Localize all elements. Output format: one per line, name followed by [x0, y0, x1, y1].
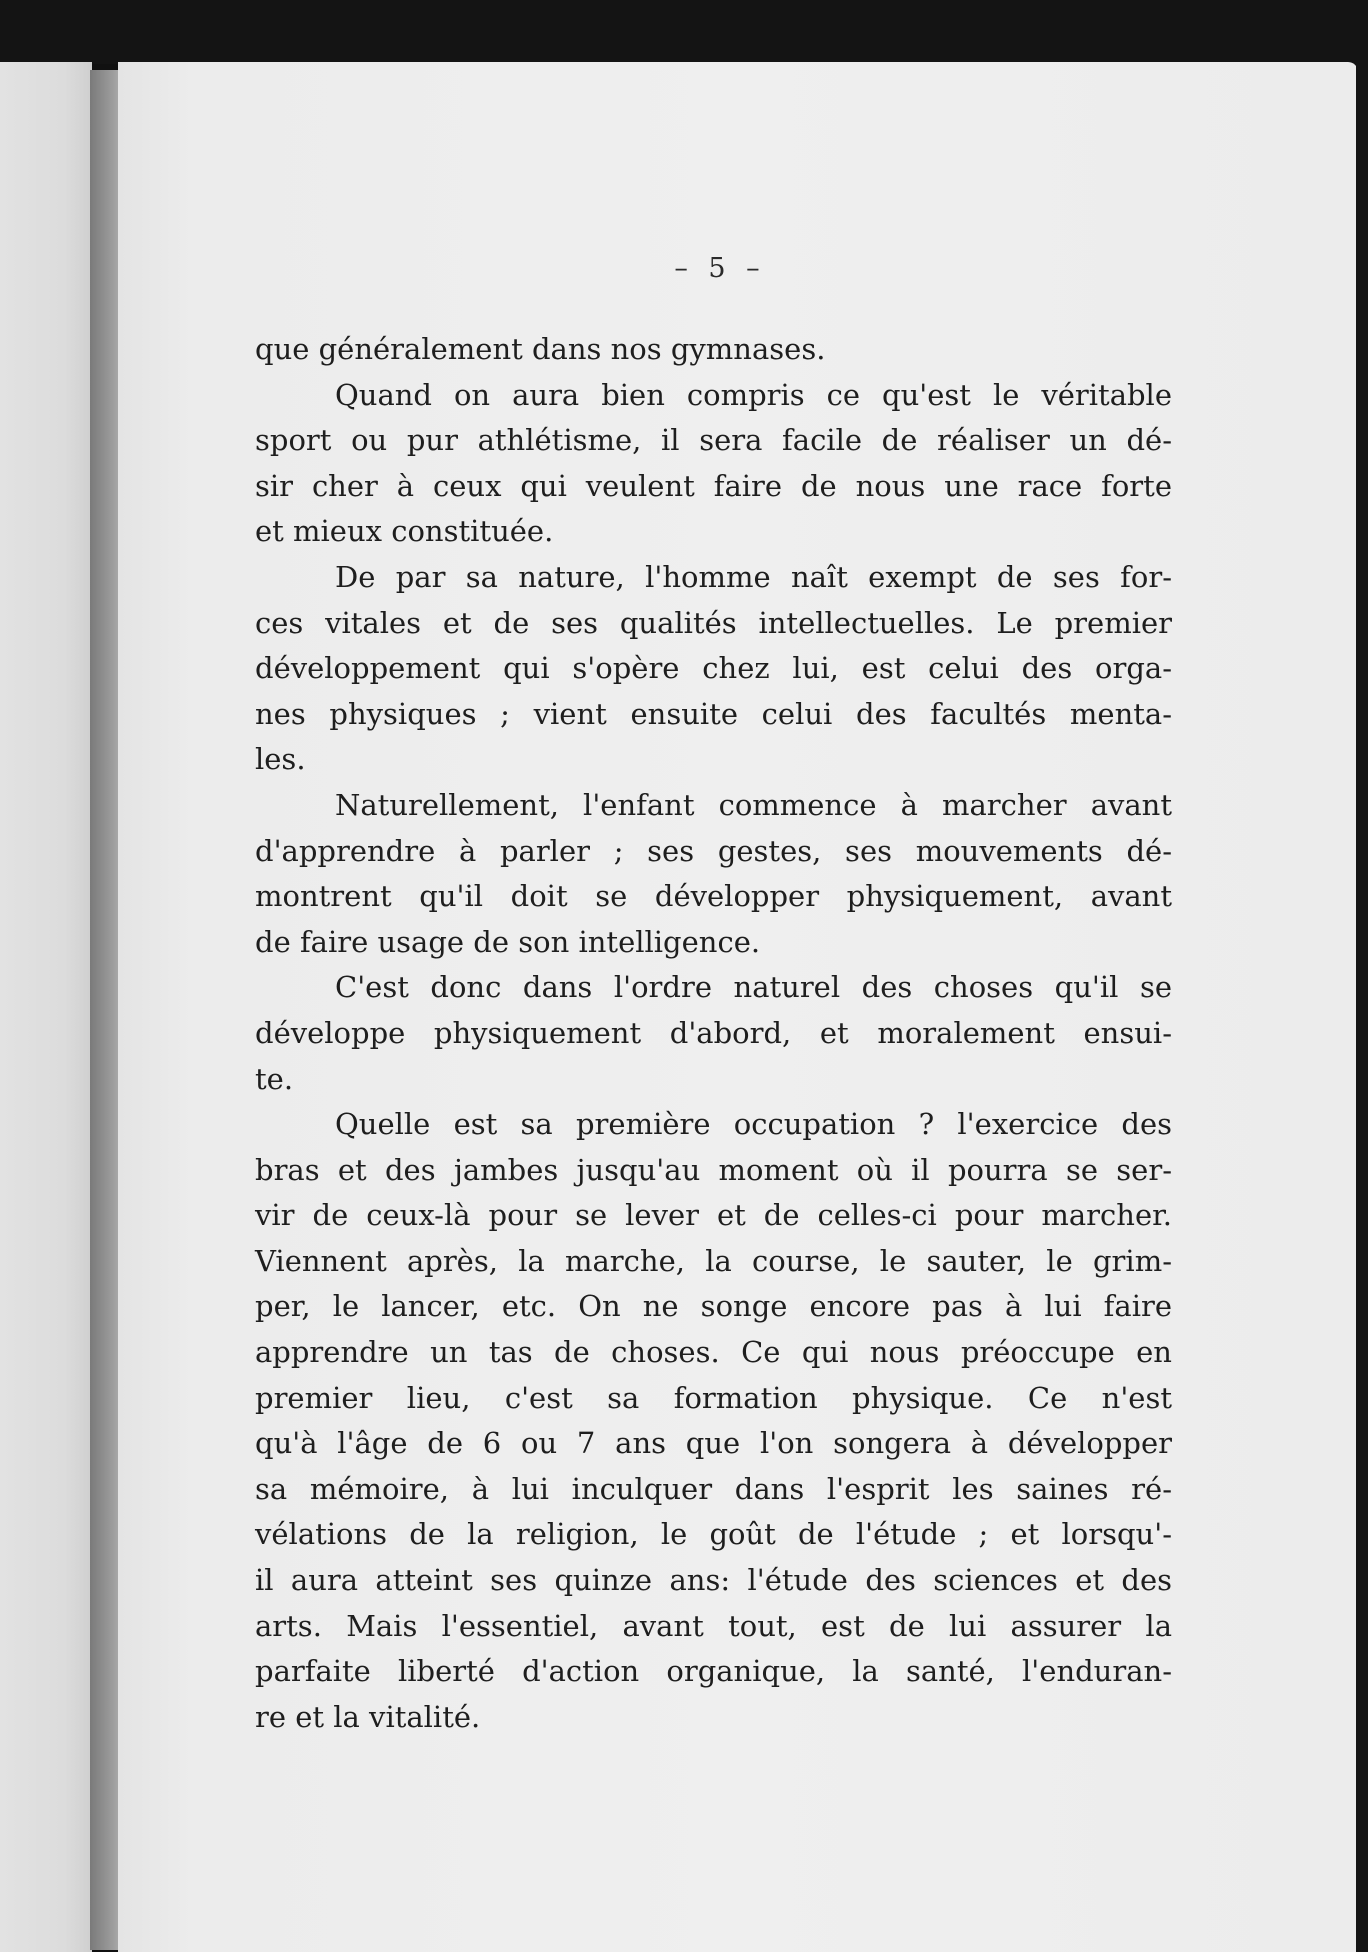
text-line: C'est donc dans l'ordre naturel des choses qu'il se: [335, 970, 1172, 1005]
text-line: Quand on aura bien compris ce qu'est le véritable: [335, 377, 1172, 412]
text-line: Viennent après, la marche, la course, le sauter, le grim-: [255, 1243, 1172, 1278]
text-line: les.: [255, 742, 306, 777]
text-line: per, le lancer, etc. On ne songe encore pas à lui faire: [255, 1289, 1172, 1324]
scan-right-border: [1356, 60, 1368, 1952]
text-line: qu'à l'âge de 6 ou 7 ans que l'on songera à développer: [255, 1426, 1172, 1461]
text-line: premier lieu, c'est sa formation physique. Ce n'est: [255, 1380, 1172, 1415]
text-line: vir de ceux-là pour se lever et de celles-ci pour marcher.: [255, 1198, 1172, 1233]
left-page-edge: [0, 62, 92, 1952]
text-line: re et la vitalité.: [255, 1699, 481, 1734]
text-line: bras et des jambes jusqu'au moment où il pourra se ser-: [255, 1152, 1172, 1187]
text-line: vélations de la religion, le goût de l'étude ; et lorsqu'-: [255, 1517, 1172, 1552]
text-line: parfaite liberté d'action organique, la santé, l'enduran-: [255, 1654, 1172, 1689]
paragraph: [255, 1102, 1172, 1740]
text-line: ces vitales et de ses qualités intellectuelles. Le premier: [255, 605, 1172, 640]
text-line: sport ou pur athlétisme, il sera facile de réaliser un dé-: [255, 423, 1172, 458]
paragraph: [255, 783, 1172, 965]
text-line: d'apprendre à parler ; ses gestes, ses mouvements dé-: [255, 833, 1172, 868]
text-line: te.: [255, 1061, 294, 1096]
text-line: développement qui s'opère chez lui, est celui des orga-: [255, 651, 1172, 686]
page-number: – 5 –: [674, 253, 766, 284]
text-line: sa mémoire, à lui inculquer dans l'esprit les saines ré-: [255, 1471, 1172, 1506]
scan-top-border: [0, 0, 1368, 64]
text-line: apprendre un tas de choses. Ce qui nous préoccupe en: [255, 1335, 1172, 1370]
text-line: sir cher à ceux qui veulent faire de nous une race forte: [255, 468, 1172, 503]
text-line: arts. Mais l'essentiel, avant tout, est de lui assurer la: [255, 1608, 1172, 1643]
paragraph: [255, 555, 1172, 783]
text-line: nes physiques ; vient ensuite celui des facultés menta-: [255, 696, 1172, 731]
body-text: [255, 327, 1172, 1740]
paragraph: [255, 373, 1172, 555]
text-line: que généralement dans nos gymnases.: [255, 332, 826, 366]
paragraph: [255, 327, 1172, 373]
paragraph: [255, 965, 1172, 1102]
text-line: Naturellement, l'enfant commence à marcher avant: [335, 787, 1172, 822]
text-line: montrent qu'il doit se développer physiquement, avant: [255, 879, 1172, 914]
text-line: de faire usage de son intelligence.: [255, 924, 761, 959]
text-line: De par sa nature, l'homme naît exempt de ses for-: [335, 559, 1172, 594]
text-line: développe physiquement d'abord, et moralement ensui-: [255, 1015, 1172, 1050]
text-line: il aura atteint ses quinze ans: l'étude des sciences et des: [255, 1563, 1172, 1598]
text-line: et mieux constituée.: [255, 514, 554, 549]
text-line: Quelle est sa première occupation ? l'exercice des: [335, 1107, 1172, 1142]
